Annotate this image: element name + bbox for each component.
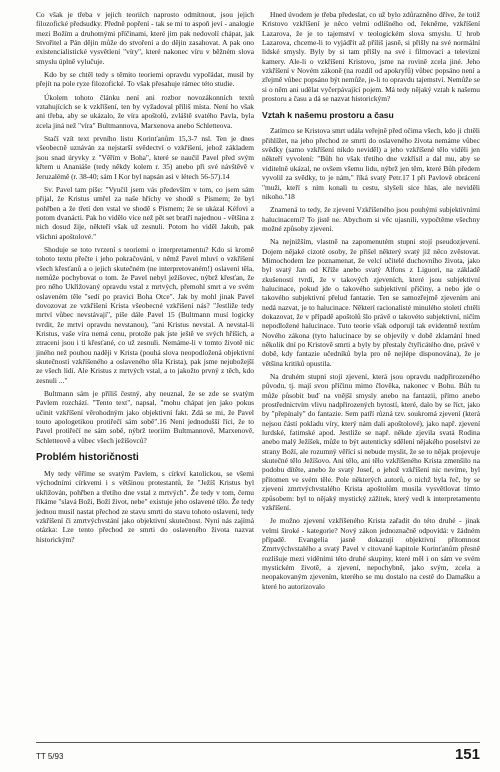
page-number: 151 bbox=[454, 746, 480, 763]
paragraph: Hned úvodem je třeba předeslat, co už bylo zdůrazněno dříve, že totiž Kristovo vzkříšení je něco velmi odlišného od, řekněme, vzkříšení Lazarova, že je to tajemství v teologickém slova smyslu. U hrob Lazarova, chceme-li to vyjádřit až příliš jasně, si přišly na své normální lidské smysly. Byly by si tam přišly na své i filmovací a televizní kamery. Ale-li o vzkříšení Kristovo, jsme na rovině zcela jiné. Jeho vzkříšení v Novém zákoně (na rozdíl od apokryfů) vůbec popsáno není a zřejmě vůbec popsáno být nemůže, je-li to opravdu tajemství. Nemůže se si o něm ani udělat vyčerpávající pojem. Má tedy nějaký vztah k našemu prostoru a času a dá se nazvat historickým? bbox=[262, 10, 480, 104]
paragraph: Stačí vzít text prvního listu Korinťanům 15,3-7 nsl. Ten je dnes všeobecně uznáván za nejstarší svědectví o vzkříšení, jehož základem jsou snad úryvky z "Věřím v Boha", které se naučil Pavel před svým křtem u Ananiáše (tedy někdy kolem r. 35) anebo při své návštěvě v Jeruzalémě (r. 38-40; sám I Kor byl napsán asi v létech 56-57).14 bbox=[36, 134, 254, 181]
paragraph: Kdo by se chtěl tedy s těmito teoriemi opravdu vypořádat, musil by přejít na pole ryze filozofické. To však přesahuje rámec této studie. bbox=[36, 70, 254, 89]
right-column bbox=[262, 10, 480, 595]
paragraph: Zatímco se Kristova smrt udála veřejně před očima všech, kdo ji chtěli přihlížet, na jeho přechod ze smrti do oslaveného života nemáme vůbec svědky (samo vzkříšení nikdo neviděl) a jeho vzkříšené tělo viděli jen někteří vyvolení: "Bůh ho však třetího dne vzkřísil a dal mu, aby se viditelně ukázal, ne ovšem všemu lidu, nýbrž jen těm, které Bůh předem vyvolil za svědky, to je nám," říká svatý Petr.17 I při Pavlově obrácení "muži, kteří s ním konali tu cestu, slyšeli sice hlas, ale neviděli nikoho."18 bbox=[262, 126, 480, 201]
paragraph: Shoduje se toto tvrzení s teoriemi o interpretamentu? Kdo si kromě tohoto textu přečte i jeho pokračování, v němž Pavel mluví o vzkříšení všech křesťanů a o jejich skutečném (ne interpretovaném!) oslavení těla, nemůže pochybovat o tom. že Pavel nebyl ježíšovec, nýbrž křesťan, že pro něho Ukřižovaný opravdu vstal z mrtvých, přemohl smrt a ve svém oslaveném těle "sedí po pravici Boha Otce". Jak by mohl jinak Pavel dovozovat ze vzkříšení Krista všeobecné vzkříšení nás? "Jestliže tedy mrtví vůbec nevstávají", píše dále Pavel 15 (Bultmann musí logicky tvrdit, že mrtví opravdu nevstanou), "ani Kristus nevstal. A nevstal-li Kristus, vaše víra nemá cenu, protože pak jste ještě ve svých hříších, a ztraceni jsou i ti křesťané, co už zesnuli. Nemáme-li v tomto životě nic jiného než pouhou naději v Krista (pouhá slova neopodložená objektivní skutečností vzkříšeného a oslaveného těla Krista), pak jsme nejubožejší ze všech lidí. Ale Kristus z mrtvých vstal, a to jakožto prvný z těch, kdo zesnuli ..." bbox=[36, 244, 254, 385]
paragraph: Bultmann sám je příliš čestný, aby neuznal, že se zde se svatým Pavlem rozchází. "Tento text", napsal, "mohu chápat jen jako pokus učinit vzkříšení věrohodným jako objektivní fakt. Zdá se mi, že Pavel touto apologetikou protiřečí sám sobě".16 Není jednodušší říci, že to Pavel protiřečí ne sám sobě, nýbrž teoriím Bultmannově, Marxenově, Schletteově a vůbec všech ježíšovců? bbox=[36, 389, 254, 445]
issue-label: TT 5/93 bbox=[36, 752, 64, 761]
paragraph: My tedy věříme se svatým Pavlem, s církví katolickou, se všemi východními církvemi i s většinou protestantů, že "Ježíš Kristus byl ukřižován, pohřben a třetího dne vstal z mrtvých". Že tedy v tom, čemu říkáme "slavá Boží, Boží život, nebe" existuje jeho oslavené tělo. Že tedy jednou musil nastat přechod ze stavu smrti do stavu tohoto oslavení, tedy vzkříšení či zmrtvýchvstání jako objektivní skutečnost. Nyní nás zajímá otázka: Lze tento přechod ze smrti do oslaveného života nazvat historickým? bbox=[36, 469, 254, 544]
left-column bbox=[36, 10, 254, 548]
paragraph: Sv. Pavel tam píše: "Vyučil jsem vás především v tom, co jsem sám přijal, že Kristus umřel za naše hříchy ve shodě s Písmem; že byl pohřben a že třetí den vstal ve shodě s Písmem; že se ukázal Kéfovi a potom dvanácti. Pak ho vidělo více než pět set bratří najednou - většina z nich dosud žije, někteří však už zesnuli. Potom ho viděl Jakub, pak všichni apoštolové." bbox=[36, 184, 254, 241]
paragraph: Je možno zjevení vzkříšeného Krista zařadit do této druhé - jinak velmi široké - kategorie? Nový zákon jednoznačně odpovídá: v žádném případě. Evangelia jasně dokazují objektivní přítomnost Zmrtvýchvstalého a svatý Pavel v citované kapitole Korinťanům přesně rozlišuje mezi viděními této druhé skupiny, které měl i on sám ve svém mystickém životě, a zjevení, nepochybně, jako svým, zcela a neopakovaným zjevením, kterého se mu dostalo na cestě do Damašku a které ho autorizovalo bbox=[262, 516, 480, 591]
section-heading: Vztah k našemu prostoru a času bbox=[262, 110, 394, 121]
paragraph: Úkolem tohoto článku není ani rozbor novozákonních textů vztahujících se k vzkříšení, ten by vyžadoval příliš místa. Není ho však ani třeba, aby se ukázalo, že víra apoštolů, zvláště svatého Pavla, byla zcela jiná než "víra" Bultmannova, Marxenova anebo Schletteova. bbox=[36, 92, 254, 130]
paragraph: Znamená to tedy, že zjevení Vzkříšeného jsou pouhými subjektivními halucinacemi? To jistě ne. Abychom si věc ujasnili, vypočtěme všechny možné způsoby zjevení. bbox=[262, 205, 480, 233]
paragraph: Na nejnižším, vlastně na zapomenutém stupni stojí pseudozjevení. Dojem nějaké cizoté osoby, že přišel některý svatý již něco zvěstovat. Mimochodem lze poznamenat, že velcí učitelé duchovního života, jako byl svatý Jan od Kříže anebo svatý Alfons z Liguori, na základě zkušeností tvrdí, že v takových zjeveních, které jsou subjektivní halucinace, pokud jde o takového subjektivní příčiny, a nebo jde o takového subjektivní přelud fantazie. Ten se samozřejmě zjevením ani nedá nazvat, je to halucinace. Některí racionalisté minulého století chtěli dokazovat, že v případě apoštolů šlo právě o takovéto subjektivní, ničím nepodložené halucinace. Tuto teorie však odporují tak evidentně textům Nového zákona (tyto halucinace by se objevily v době zklamání hned několik dní po Kristově smrti a byly by přestaly čtyřicátého dne, právě v době, kdy fantazie učedníků byla pro ně nejlépe disponována), že je většina kritiků opustila. bbox=[262, 237, 480, 368]
paragraph: Co však je třeba v jejich teoriích naprosto odmítnout, jsou jejich filozofické předsudky. Předně popření - tak se mi to aspoň jeví - analogie mezi Božím a druhotnými příčinami, které jim pak nedovolí chápat, jak Stvořitel a Pán dějin může do stvoření a do dějin zasahovat. A pak ono existencialistické vysvětlení "víry", které nakonec víru v běžném slova smyslu úplně vylučuje. bbox=[36, 10, 254, 66]
section-heading: Problém historičnosti bbox=[36, 452, 139, 464]
footer-rule bbox=[36, 742, 480, 743]
paragraph: Na druhém stupni stojí zjevení, která jsou opravdu nadpřirozeného původu, tj. mají svou příčinu mimo člověka, nakonec v Bohu. Bůh tu může působit buď na vnější smysly anebo na fantazii, přímo anebo prostřednictvím vlivu nadpřirozených bytostí, které, dalo by se říct, jako by "přepínaly" do fantazie. Sem patří různá tzv. soukromá zjevení (která nejsou částí pokladu víry, který nám dali apoštolové), jako např. zjevení lurdské, fatimské apod. Jestliže se např. někde zjevila svatá Rodina anebo malý Ježíšek, může to být autenticky sdělení nějakého poselství ze strany Boží, ale rozumný věřící si nebude myslit, že se to nějak projevuje skutečné tělo Ježíšovo. Ani tělo, ani tělo vzkříšeného Krista zmenšilo na podobu dítěte, anebo že svatý Josef, o jehož vzkříšení nic nevíme, byl přítomen ve svém těle. Pole některých autorů, o nichž byla řeč, by se zjevení zmrtvýchvstalého Krista apoštolům musila vysvětlovat tímto způsobem: byl to nějaký mystický zážitek, který vedl k interpretamentu vzkříšení. bbox=[262, 372, 480, 512]
